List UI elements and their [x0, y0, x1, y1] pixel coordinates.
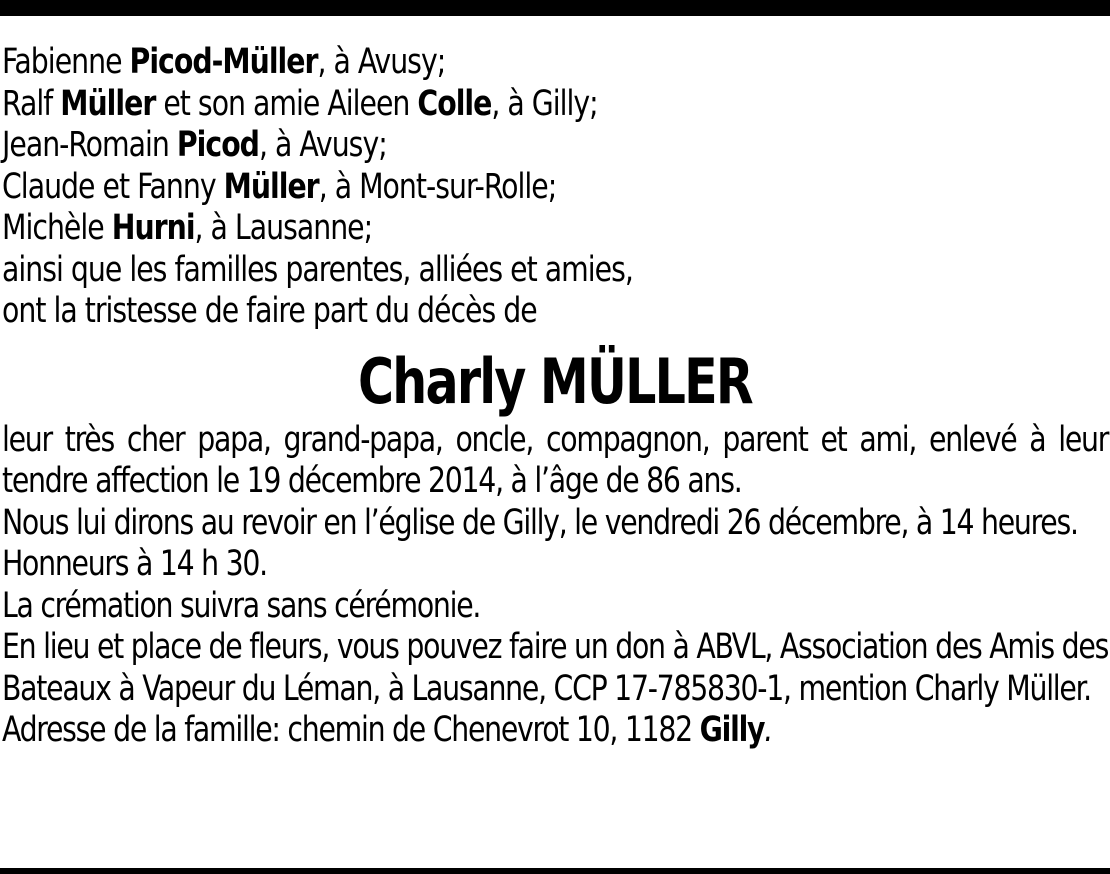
residence: , à Lausanne; [194, 208, 373, 248]
residence: , à Avusy; [317, 42, 446, 82]
announcement-line: ont la tristesse de faire part du décès de [2, 291, 537, 331]
surname: Hurni [111, 208, 195, 248]
service-paragraph: Nous lui dirons au revoir en l’église de Gilly, le vendredi 26 décembre, à 14 heures. [2, 502, 1078, 543]
given-names: Claude et Fanny [2, 166, 224, 207]
relatives-line: ainsi que les familles parentes, alliées et amies, [2, 249, 633, 290]
surname: Picod-Müller [129, 42, 318, 82]
donation-paragraph: En lieu et place de fleurs, vous pouvez faire un don à ABVL, Association des Amis des Bateaux à Vapeur du Léman, à Lausanne, CCP 17-785830-1, mention Charly Müller. [2, 627, 1109, 709]
given-names: Jean-Romain [2, 125, 177, 165]
family-member-line [2, 208, 997, 250]
top-border-rule [0, 0, 1110, 16]
family-member-line [2, 125, 997, 167]
family-address [2, 710, 1108, 752]
address-town: Gilly [699, 710, 765, 750]
given-names: Michèle [2, 208, 112, 248]
residence: , à Mont-sur-Rolle; [318, 166, 557, 207]
family-member-line [2, 42, 997, 84]
bottom-border-rule [0, 868, 1110, 874]
partner-text: et son amie Aileen [155, 83, 418, 124]
given-names: Ralf [2, 83, 61, 124]
tribute-paragraph: leur très cher papa, grand-papa, oncle, compagnon, parent et ami, enlevé à leur tendre affection le 19 décembre 2014, à l’âge de 86 ans. [2, 419, 1109, 501]
honours-paragraph: Honneurs à 14 h 30. [2, 544, 267, 584]
residence: , à Avusy; [258, 125, 387, 165]
surname: Colle [417, 83, 492, 124]
cremation-paragraph: La crémation suivra sans cérémonie. [2, 585, 481, 626]
given-names: Fabienne [2, 42, 130, 82]
surname: Müller [60, 83, 156, 124]
deceased-name: Charly MÜLLER [358, 344, 752, 418]
residence: , à Gilly; [491, 83, 598, 124]
family-member-line [2, 84, 997, 126]
surname: Müller [223, 166, 319, 207]
family-member-line [2, 167, 997, 209]
obituary-notice [2, 42, 1108, 752]
address-end: . [764, 710, 772, 750]
surname: Picod [176, 125, 259, 165]
address-text: Adresse de la famille: chemin de Chenevrot 10, 1182 [2, 710, 700, 750]
notice-body [2, 420, 1108, 752]
